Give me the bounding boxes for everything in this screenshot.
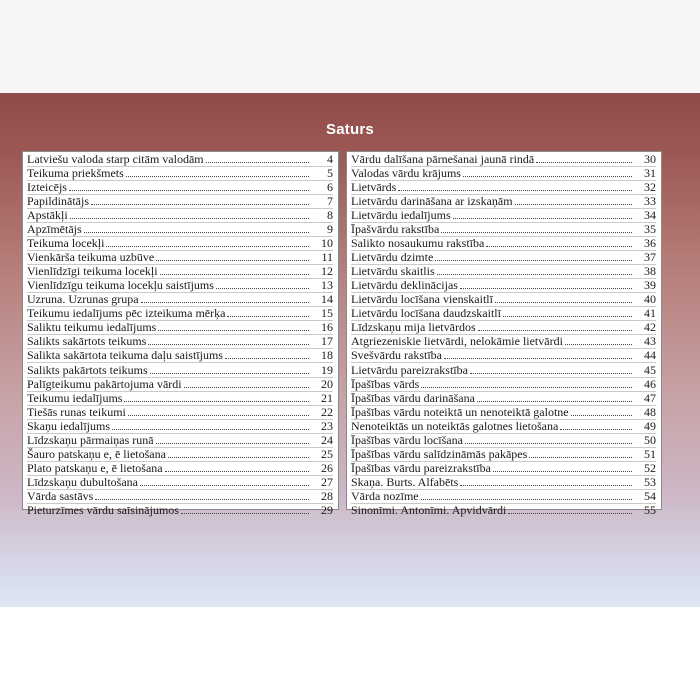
toc-entry-page-number: 17 xyxy=(321,334,333,349)
toc-entry xyxy=(27,363,333,377)
toc-entry-page-number: 25 xyxy=(321,446,333,461)
toc-entry-page-number: 24 xyxy=(321,432,333,447)
dot-leader xyxy=(495,302,632,303)
toc-entry-page-number: 19 xyxy=(321,362,333,377)
toc-entry-page-number: 43 xyxy=(644,334,656,349)
toc-entry xyxy=(351,237,656,251)
toc-entry-page-number: 23 xyxy=(321,418,333,433)
toc-entry-title: Vārda nozīme xyxy=(351,488,419,503)
toc-entry-page-number: 9 xyxy=(327,222,333,237)
toc-entry xyxy=(351,293,656,307)
dot-leader xyxy=(148,344,309,345)
toc-entry-title: Īpašvārdu rakstība xyxy=(351,222,440,237)
toc-entry-page-number: 55 xyxy=(644,502,656,517)
toc-entry-title: Lietvārdu locīšana vienskaitlī xyxy=(351,292,493,307)
toc-entry xyxy=(27,293,333,307)
toc-entry xyxy=(351,321,656,335)
dot-leader xyxy=(227,316,309,317)
toc-entry-title: Apzīmētājs xyxy=(27,222,82,237)
toc-entry xyxy=(351,406,656,420)
toc-entry xyxy=(27,251,333,265)
dot-leader xyxy=(69,190,309,191)
toc-entry-page-number: 16 xyxy=(321,320,333,335)
toc-entry xyxy=(351,251,656,265)
toc-entry-page-number: 41 xyxy=(644,306,656,321)
toc-entry-page-number: 26 xyxy=(321,460,333,475)
dot-leader xyxy=(536,162,632,163)
toc-entry-title: Papildinātājs xyxy=(27,194,89,209)
toc-entry xyxy=(27,209,333,223)
toc-entry-title: Saliktu teikumu iedalījums xyxy=(27,320,157,335)
toc-entry-page-number: 36 xyxy=(644,236,656,251)
toc-entry xyxy=(351,265,656,279)
toc-entry-title: Salikts pakārtots teikums xyxy=(27,362,148,377)
toc-entry-page-number: 47 xyxy=(644,390,656,405)
toc-entry-page-number: 54 xyxy=(644,488,656,503)
toc-entry-page-number: 4 xyxy=(327,152,333,167)
toc-entry-page-number: 13 xyxy=(321,278,333,293)
toc-entry xyxy=(351,476,656,490)
dot-leader xyxy=(206,162,309,163)
toc-entry-title: Īpašības vārdu pareizrakstība xyxy=(351,460,491,475)
toc-entry xyxy=(351,434,656,448)
background-top xyxy=(0,0,700,93)
toc-entry-page-number: 20 xyxy=(321,376,333,391)
toc-entry-page-number: 42 xyxy=(644,320,656,335)
toc-entry-page-number: 21 xyxy=(321,390,333,405)
toc-entry-page-number: 6 xyxy=(327,180,333,195)
toc-entry-title: Lietvārdu locīšana daudzskaitlī xyxy=(351,306,501,321)
toc-entry xyxy=(27,265,333,279)
toc-entry-title: Atgriezeniskie lietvārdi, nelokāmie lietvārdi xyxy=(351,334,563,349)
toc-entry-page-number: 52 xyxy=(644,460,656,475)
dot-leader xyxy=(493,471,632,472)
toc-entry-page-number: 30 xyxy=(644,152,656,167)
toc-entry-page-number: 51 xyxy=(644,446,656,461)
dot-leader xyxy=(95,499,309,500)
toc-entry xyxy=(351,335,656,349)
toc-entry-title: Uzruna. Uzrunas grupa xyxy=(27,292,139,307)
toc-entry xyxy=(351,153,656,167)
toc-entry xyxy=(351,420,656,434)
dot-leader xyxy=(156,443,309,444)
toc-entry xyxy=(27,223,333,237)
dot-leader xyxy=(216,288,309,289)
toc-entry xyxy=(351,167,656,181)
toc-entry-page-number: 37 xyxy=(644,250,656,265)
dot-leader xyxy=(460,288,632,289)
toc-entry xyxy=(27,448,333,462)
dot-leader xyxy=(106,246,309,247)
toc-entry-title: Salikta sakārtota teikuma daļu saistījums xyxy=(27,348,223,363)
toc-entry-title: Šauro patskaņu e, ē lietošana xyxy=(27,446,166,461)
toc-entry-title: Līdzskaņu dubultošana xyxy=(27,474,138,489)
dot-leader xyxy=(453,218,632,219)
toc-entry-title: Pieturzīmes vārdu saīsinājumos xyxy=(27,502,179,517)
toc-entry xyxy=(351,195,656,209)
toc-entry-title: Lietvārdu skaitlis xyxy=(351,264,435,279)
dot-leader xyxy=(165,471,309,472)
toc-entry xyxy=(351,279,656,293)
toc-entry xyxy=(351,378,656,392)
toc-entry-title: Plato patskaņu e, ē lietošana xyxy=(27,460,163,475)
dot-leader xyxy=(141,302,309,303)
dot-leader xyxy=(435,260,632,261)
toc-entry-page-number: 5 xyxy=(327,166,333,181)
toc-entry-page-number: 18 xyxy=(321,348,333,363)
toc-entry-page-number: 27 xyxy=(321,474,333,489)
toc-entry-title: Īpašības vārdu darināšana xyxy=(351,390,475,405)
dot-leader xyxy=(181,513,309,514)
toc-entry xyxy=(27,462,333,476)
toc-entry-page-number: 44 xyxy=(644,348,656,363)
dot-leader xyxy=(508,513,632,514)
dot-leader xyxy=(571,415,632,416)
toc-entry xyxy=(351,504,656,518)
toc-entry-page-number: 53 xyxy=(644,474,656,489)
toc-entry-title: Lietvārdu darināšana ar izskaņām xyxy=(351,194,513,209)
dot-leader xyxy=(140,485,309,486)
toc-entry-title: Lietvārdu dzimte xyxy=(351,250,434,265)
toc-entry-title: Īpašības vārds xyxy=(351,376,420,391)
toc-entry-page-number: 10 xyxy=(321,236,333,251)
toc-entry-title: Sinonīmi. Antonīmi. Apvidvārdi xyxy=(351,502,507,517)
dot-leader xyxy=(168,457,309,458)
toc-entry xyxy=(27,195,333,209)
toc-entry xyxy=(351,392,656,406)
dot-leader xyxy=(465,443,632,444)
toc-column-right xyxy=(346,151,662,517)
dot-leader xyxy=(486,246,632,247)
toc-entry xyxy=(27,181,333,195)
dot-leader xyxy=(124,401,309,402)
toc-entry-title: Nenoteiktās un noteiktās galotnes lietošana xyxy=(351,418,559,433)
dot-leader xyxy=(421,499,632,500)
dot-leader xyxy=(156,260,309,261)
toc-entry-title: Vārda sastāvs xyxy=(27,488,94,503)
toc-entry xyxy=(351,462,656,476)
toc-entry-page-number: 35 xyxy=(644,222,656,237)
toc-entry-page-number: 38 xyxy=(644,264,656,279)
dot-leader xyxy=(128,415,309,416)
toc-entry-page-number: 11 xyxy=(321,250,333,265)
toc-entry-title: Teikuma locekļi xyxy=(27,236,105,251)
dot-leader xyxy=(84,232,309,233)
toc-entry-title: Lietvārdu iedalījums xyxy=(351,208,451,223)
toc-entry-page-number: 22 xyxy=(321,404,333,419)
dot-leader xyxy=(477,401,632,402)
toc-entry xyxy=(27,349,333,363)
toc-entry-title: Tiešās runas teikumi xyxy=(27,404,126,419)
toc-entry xyxy=(27,434,333,448)
dot-leader xyxy=(126,176,309,177)
toc-entry-title: Lietvārdu deklinācijas xyxy=(351,278,458,293)
toc-entry xyxy=(27,490,333,504)
toc-entry xyxy=(351,363,656,377)
toc-entry-page-number: 39 xyxy=(644,278,656,293)
dot-leader xyxy=(463,176,632,177)
dot-leader xyxy=(112,429,309,430)
toc-entry-title: Līdzskaņu mija lietvārdos xyxy=(351,320,476,335)
toc-entry-page-number: 29 xyxy=(321,502,333,517)
toc-entry-page-number: 50 xyxy=(644,432,656,447)
page-title: Saturs xyxy=(326,121,374,138)
dot-leader xyxy=(565,344,632,345)
dot-leader xyxy=(184,387,309,388)
toc-entry xyxy=(27,504,333,518)
toc-entry-title: Lietvārdu pareizrakstība xyxy=(351,362,468,377)
toc-entry-page-number: 14 xyxy=(321,292,333,307)
toc-entry xyxy=(27,307,333,321)
toc-entry-title: Salikts sakārtots teikums xyxy=(27,334,147,349)
toc-entry xyxy=(27,153,333,167)
toc-entry xyxy=(27,321,333,335)
dot-leader xyxy=(225,358,309,359)
toc-entry-page-number: 33 xyxy=(644,194,656,209)
toc-entry xyxy=(27,167,333,181)
toc-entry-title: Īpašības vārdu salīdzināmās pakāpes xyxy=(351,446,528,461)
toc-entry-title: Latviešu valoda starp citām valodām xyxy=(27,152,204,167)
toc-entry-page-number: 12 xyxy=(321,264,333,279)
toc-entry-page-number: 8 xyxy=(327,208,333,223)
toc-entry-page-number: 28 xyxy=(321,488,333,503)
dot-leader xyxy=(160,274,309,275)
toc-entry xyxy=(27,392,333,406)
toc-entry xyxy=(27,378,333,392)
dot-leader xyxy=(560,429,632,430)
toc-entry xyxy=(351,209,656,223)
toc-entry-title: Izteicējs xyxy=(27,180,67,195)
toc-entry xyxy=(351,349,656,363)
toc-entry-page-number: 15 xyxy=(321,306,333,321)
dot-leader xyxy=(444,358,632,359)
dot-leader xyxy=(460,485,632,486)
toc-entry-page-number: 45 xyxy=(644,362,656,377)
dot-leader xyxy=(398,190,632,191)
toc-entry-title: Īpašības vārdu noteiktā un nenoteiktā galotne xyxy=(351,404,569,419)
dot-leader xyxy=(91,204,309,205)
dot-leader xyxy=(478,330,632,331)
toc-entry-title: Svešvārdu rakstība xyxy=(351,348,442,363)
toc-entry-page-number: 46 xyxy=(644,376,656,391)
toc-entry-title: Vienlīdzīgu teikuma locekļu saistījums xyxy=(27,278,214,293)
toc-entry-title: Vienkārša teikuma uzbūve xyxy=(27,250,155,265)
toc-entry-title: Teikuma priekšmets xyxy=(27,166,124,181)
dot-leader xyxy=(515,204,632,205)
toc-entry-title: Apstākļi xyxy=(27,208,68,223)
toc-entry-title: Skaņa. Burts. Alfabēts xyxy=(351,474,459,489)
toc-entry-page-number: 49 xyxy=(644,418,656,433)
toc-entry-title: Teikumu iedalījums pēc izteikuma mērķa xyxy=(27,306,226,321)
background-bottom xyxy=(0,607,700,700)
dot-leader xyxy=(158,330,309,331)
toc-entry xyxy=(27,420,333,434)
toc-entry-page-number: 31 xyxy=(644,166,656,181)
toc-entry xyxy=(351,448,656,462)
toc-entry-page-number: 40 xyxy=(644,292,656,307)
toc-entry-page-number: 48 xyxy=(644,404,656,419)
dot-leader xyxy=(70,218,309,219)
toc-entry-page-number: 7 xyxy=(327,194,333,209)
toc-entry-title: Teikumu iedalījums xyxy=(27,390,123,405)
dot-leader xyxy=(421,387,632,388)
toc-entry-title: Īpašības vārdu locīšana xyxy=(351,432,463,447)
toc-entry xyxy=(27,335,333,349)
toc-entry xyxy=(27,279,333,293)
toc-entry xyxy=(351,181,656,195)
dot-leader xyxy=(150,373,309,374)
dot-leader xyxy=(503,316,632,317)
toc-entry xyxy=(27,237,333,251)
toc-entry-title: Valodas vārdu krājums xyxy=(351,166,461,181)
toc-entry xyxy=(27,406,333,420)
dot-leader xyxy=(470,373,632,374)
toc-entry xyxy=(351,490,656,504)
toc-entry-title: Lietvārds xyxy=(351,180,397,195)
toc-entry-page-number: 32 xyxy=(644,180,656,195)
toc-entry-page-number: 34 xyxy=(644,208,656,223)
dot-leader xyxy=(529,457,632,458)
toc-entry-title: Salikto nosaukumu rakstība xyxy=(351,236,485,251)
toc-entry xyxy=(351,307,656,321)
toc-entry-title: Līdzskaņu pārmaiņas runā xyxy=(27,432,154,447)
toc-entry-title: Skaņu iedalījums xyxy=(27,418,110,433)
dot-leader xyxy=(441,232,632,233)
toc-entry-title: Vārdu dalīšana pārnešanai jaunā rindā xyxy=(351,152,535,167)
dot-leader xyxy=(437,274,632,275)
toc-entry xyxy=(351,223,656,237)
toc-entry-title: Palīgteikumu pakārtojuma vārdi xyxy=(27,376,182,391)
toc-entry-title: Vienlīdzīgi teikuma locekļi xyxy=(27,264,158,279)
toc-column-left xyxy=(22,151,339,517)
toc-entry xyxy=(27,476,333,490)
